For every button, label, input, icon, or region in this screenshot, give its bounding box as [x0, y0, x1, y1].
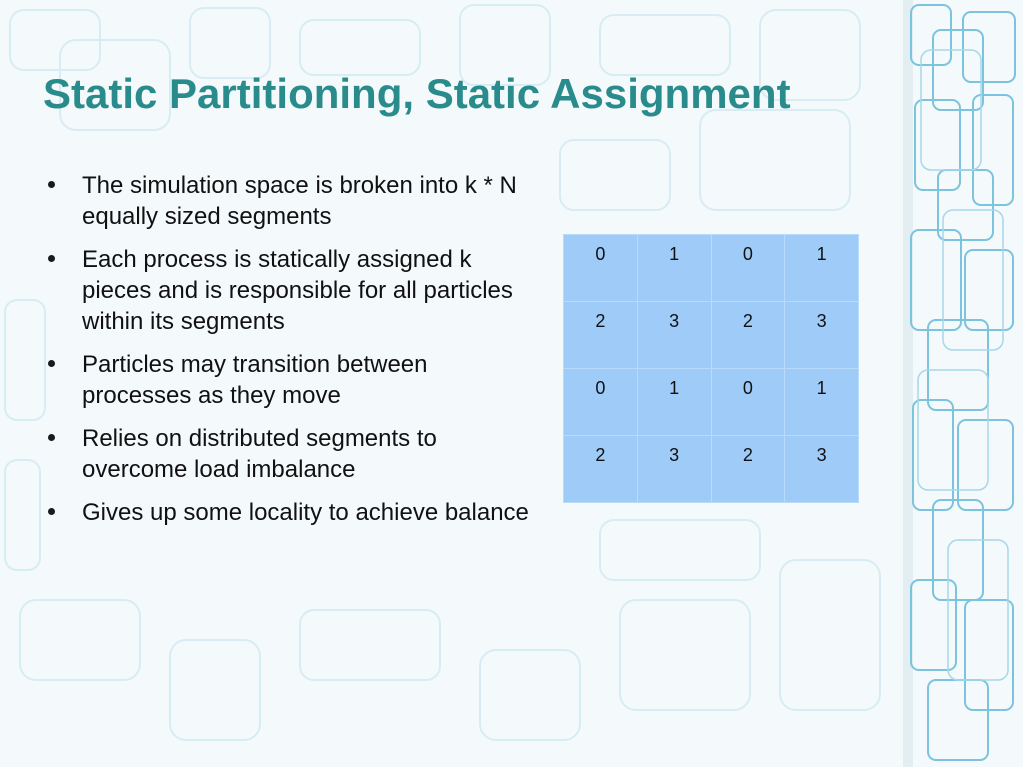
bullet-item: [48, 423, 538, 485]
grid-cell: 1: [637, 369, 711, 436]
grid-cell: 2: [564, 436, 638, 503]
bullet-item: [48, 349, 538, 411]
bullet-dot-icon: [48, 181, 55, 188]
grid-row: [564, 302, 859, 369]
bullet-dot-icon: [48, 255, 55, 262]
bullet-text: Gives up some locality to achieve balance: [82, 499, 529, 526]
grid-cell: 3: [785, 436, 859, 503]
bullet-item: [48, 244, 538, 337]
grid-row: [564, 369, 859, 436]
grid-cell: 1: [637, 235, 711, 302]
partition-grid: [563, 234, 859, 503]
grid-cell: 1: [785, 235, 859, 302]
grid-cell: 0: [564, 369, 638, 436]
bullet-item: [48, 170, 538, 232]
bullet-text: Relies on distributed segments to overcome load imbalance: [82, 425, 437, 483]
grid-cell: 2: [711, 302, 785, 369]
grid-cell: 3: [637, 436, 711, 503]
grid-cell: 1: [785, 369, 859, 436]
slide-title: Static Partitioning, Static Assignment: [43, 70, 791, 117]
grid-row: [564, 235, 859, 302]
grid-cell: 2: [711, 436, 785, 503]
bullet-dot-icon: [48, 508, 55, 515]
bullet-dot-icon: [48, 434, 55, 441]
grid-cell: 0: [564, 235, 638, 302]
grid-cell: 2: [564, 302, 638, 369]
bullet-list: [48, 170, 538, 540]
decorative-border-pattern: [903, 0, 1023, 767]
bullet-text: Each process is statically assigned k pieces and is responsible for all particles within its segments: [82, 246, 513, 335]
grid-cell: 3: [785, 302, 859, 369]
grid-row: [564, 436, 859, 503]
bullet-item: [48, 497, 538, 528]
grid-cell: 0: [711, 235, 785, 302]
bullet-dot-icon: [48, 360, 55, 367]
grid-cell: 3: [637, 302, 711, 369]
bullet-text: The simulation space is broken into k * N equally sized segments: [82, 172, 517, 230]
grid-cell: 0: [711, 369, 785, 436]
bullet-text: Particles may transition between processes as they move: [82, 351, 428, 409]
